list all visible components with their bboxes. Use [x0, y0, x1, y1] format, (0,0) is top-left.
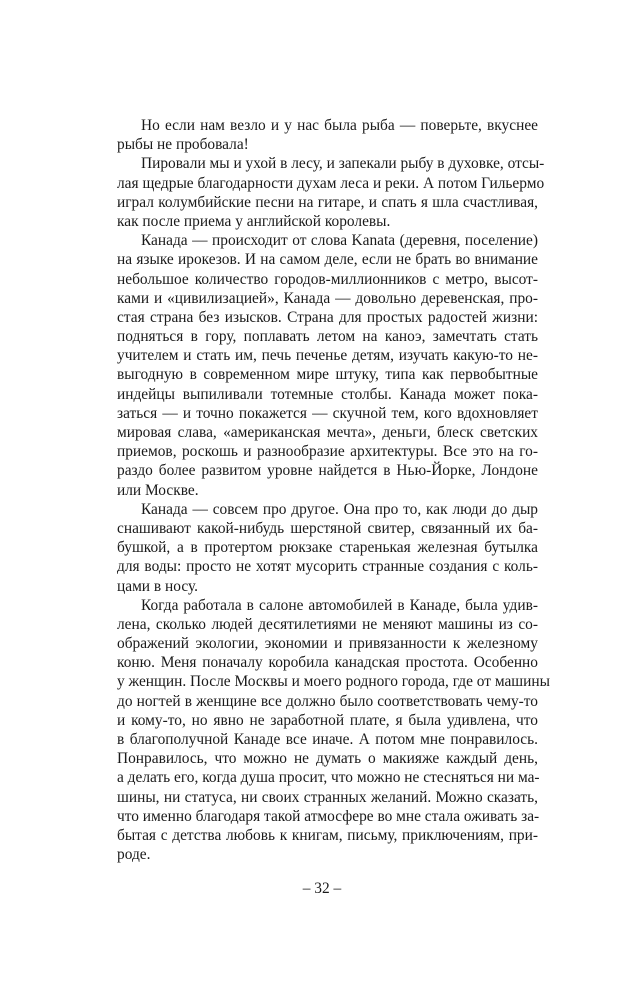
- text-line: бытая с детства любовь к книгам, письму, приключениям, при-: [117, 826, 538, 844]
- text-line: до ногтей в женщине все должно было соответствовать чему-то: [117, 692, 538, 710]
- text-line: в благополучной Канаде все иначе. А потом мне понравилось.: [117, 731, 538, 748]
- text-line: Канада — происходит от слова Kanata (деревня, поселение): [141, 232, 538, 250]
- text-line: раздо более развитом уровне найдется в Нью-Йорке, Лондоне: [117, 462, 538, 480]
- text-line: бушкой, а в протертом рюкзаке старенькая железная бутылка: [117, 539, 538, 557]
- text-line: мировая слава, «американская мечта», деньги, блеск светских: [117, 424, 538, 441]
- text-line: выгодную в современном мире штуку, типа как первобытные: [117, 366, 538, 384]
- text-line: рыбы не пробовала!: [117, 136, 249, 154]
- text-line: коню. Меня поначалу коробила канадская простота. Особенно: [117, 654, 538, 672]
- page-number: – 32 –: [302, 880, 342, 897]
- paragraph: [117, 154, 545, 231]
- text-line: а делать его, когда душа просит, что можно не стесняться ни ма-: [117, 769, 540, 787]
- paragraph: [117, 116, 538, 154]
- text-line: Но если нам везло и у нас была рыба — поверьте, вкуснее: [141, 117, 538, 134]
- text-line: учителем и стать им, печь печенье детям, изучать какую-то не-: [117, 347, 538, 365]
- text-line: подняться в гору, поплавать летом на каноэ, замечтать стать: [117, 328, 538, 346]
- text-line: на языке ирокезов. И на самом деле, если не брать во внимание: [117, 251, 538, 269]
- text-line: играл колумбийские песни на гитаре, и спать я шла счастливая,: [117, 193, 538, 211]
- text-line: как после приема у английской королевы.: [117, 212, 391, 230]
- text-line: ображений экологии, экономии и привязанности к железному: [117, 635, 538, 653]
- text-line: у женщин. После Москвы и моего родного города, где от машины: [117, 673, 550, 691]
- text-line: небольшое количество городов-миллионников с метро, высот-: [117, 270, 538, 288]
- text-line: Понравилось, что можно не думать о макияже каждый день,: [117, 750, 538, 768]
- text-line: или Москве.: [117, 481, 199, 499]
- text-line: ками и «цивилизацией», Канада — довольно деревенская, про-: [117, 289, 538, 307]
- text-line: для воды: просто не хотят мусорить странные создания с коль-: [117, 558, 538, 576]
- text-line: лая щедрые благодарности духам леса и реки. А потом Гильермо: [117, 174, 545, 192]
- text-line: роде.: [117, 846, 151, 864]
- text-line: индейцы выпиливали тотемные столбы. Канада может пока-: [117, 385, 538, 403]
- text-line: Канада — совсем про другое. Она про то, как люди до дыр: [141, 500, 538, 518]
- text-line: Когда работала в салоне автомобилей в Канаде, была удив-: [141, 596, 538, 614]
- text-line: заться — и точно покажется — скучной тем, кого вдохновляет: [117, 404, 538, 422]
- text-line: стая страна без изысков. Страна для простых радостей жизни:: [117, 308, 538, 326]
- text-line: что именно благодаря такой атмосфере во мне стала оживать за-: [117, 807, 540, 825]
- text-line: лена, сколько людей десятилетиями не меняют машины из со-: [117, 615, 538, 633]
- paragraph: [117, 500, 538, 596]
- text-line: цами в носу.: [117, 577, 198, 595]
- body-text: [117, 116, 550, 864]
- paragraph: [117, 231, 538, 500]
- text-line: шины, ни статуса, ни своих странных желаний. Можно сказать,: [117, 788, 538, 806]
- text-line: Пировали мы и ухой в лесу, и запекали рыбу в духовке, отсы-: [141, 155, 545, 173]
- text-line: и кому-то, но явно не заработной плате, я была удивлена, что: [117, 711, 538, 729]
- text-line: приемов, роскошь и разнообразие архитектуры. Все это на го-: [117, 443, 538, 461]
- paragraph: [117, 596, 550, 865]
- text-line: снашивают какой-нибудь шерстяной свитер, связанный их ба-: [117, 519, 538, 537]
